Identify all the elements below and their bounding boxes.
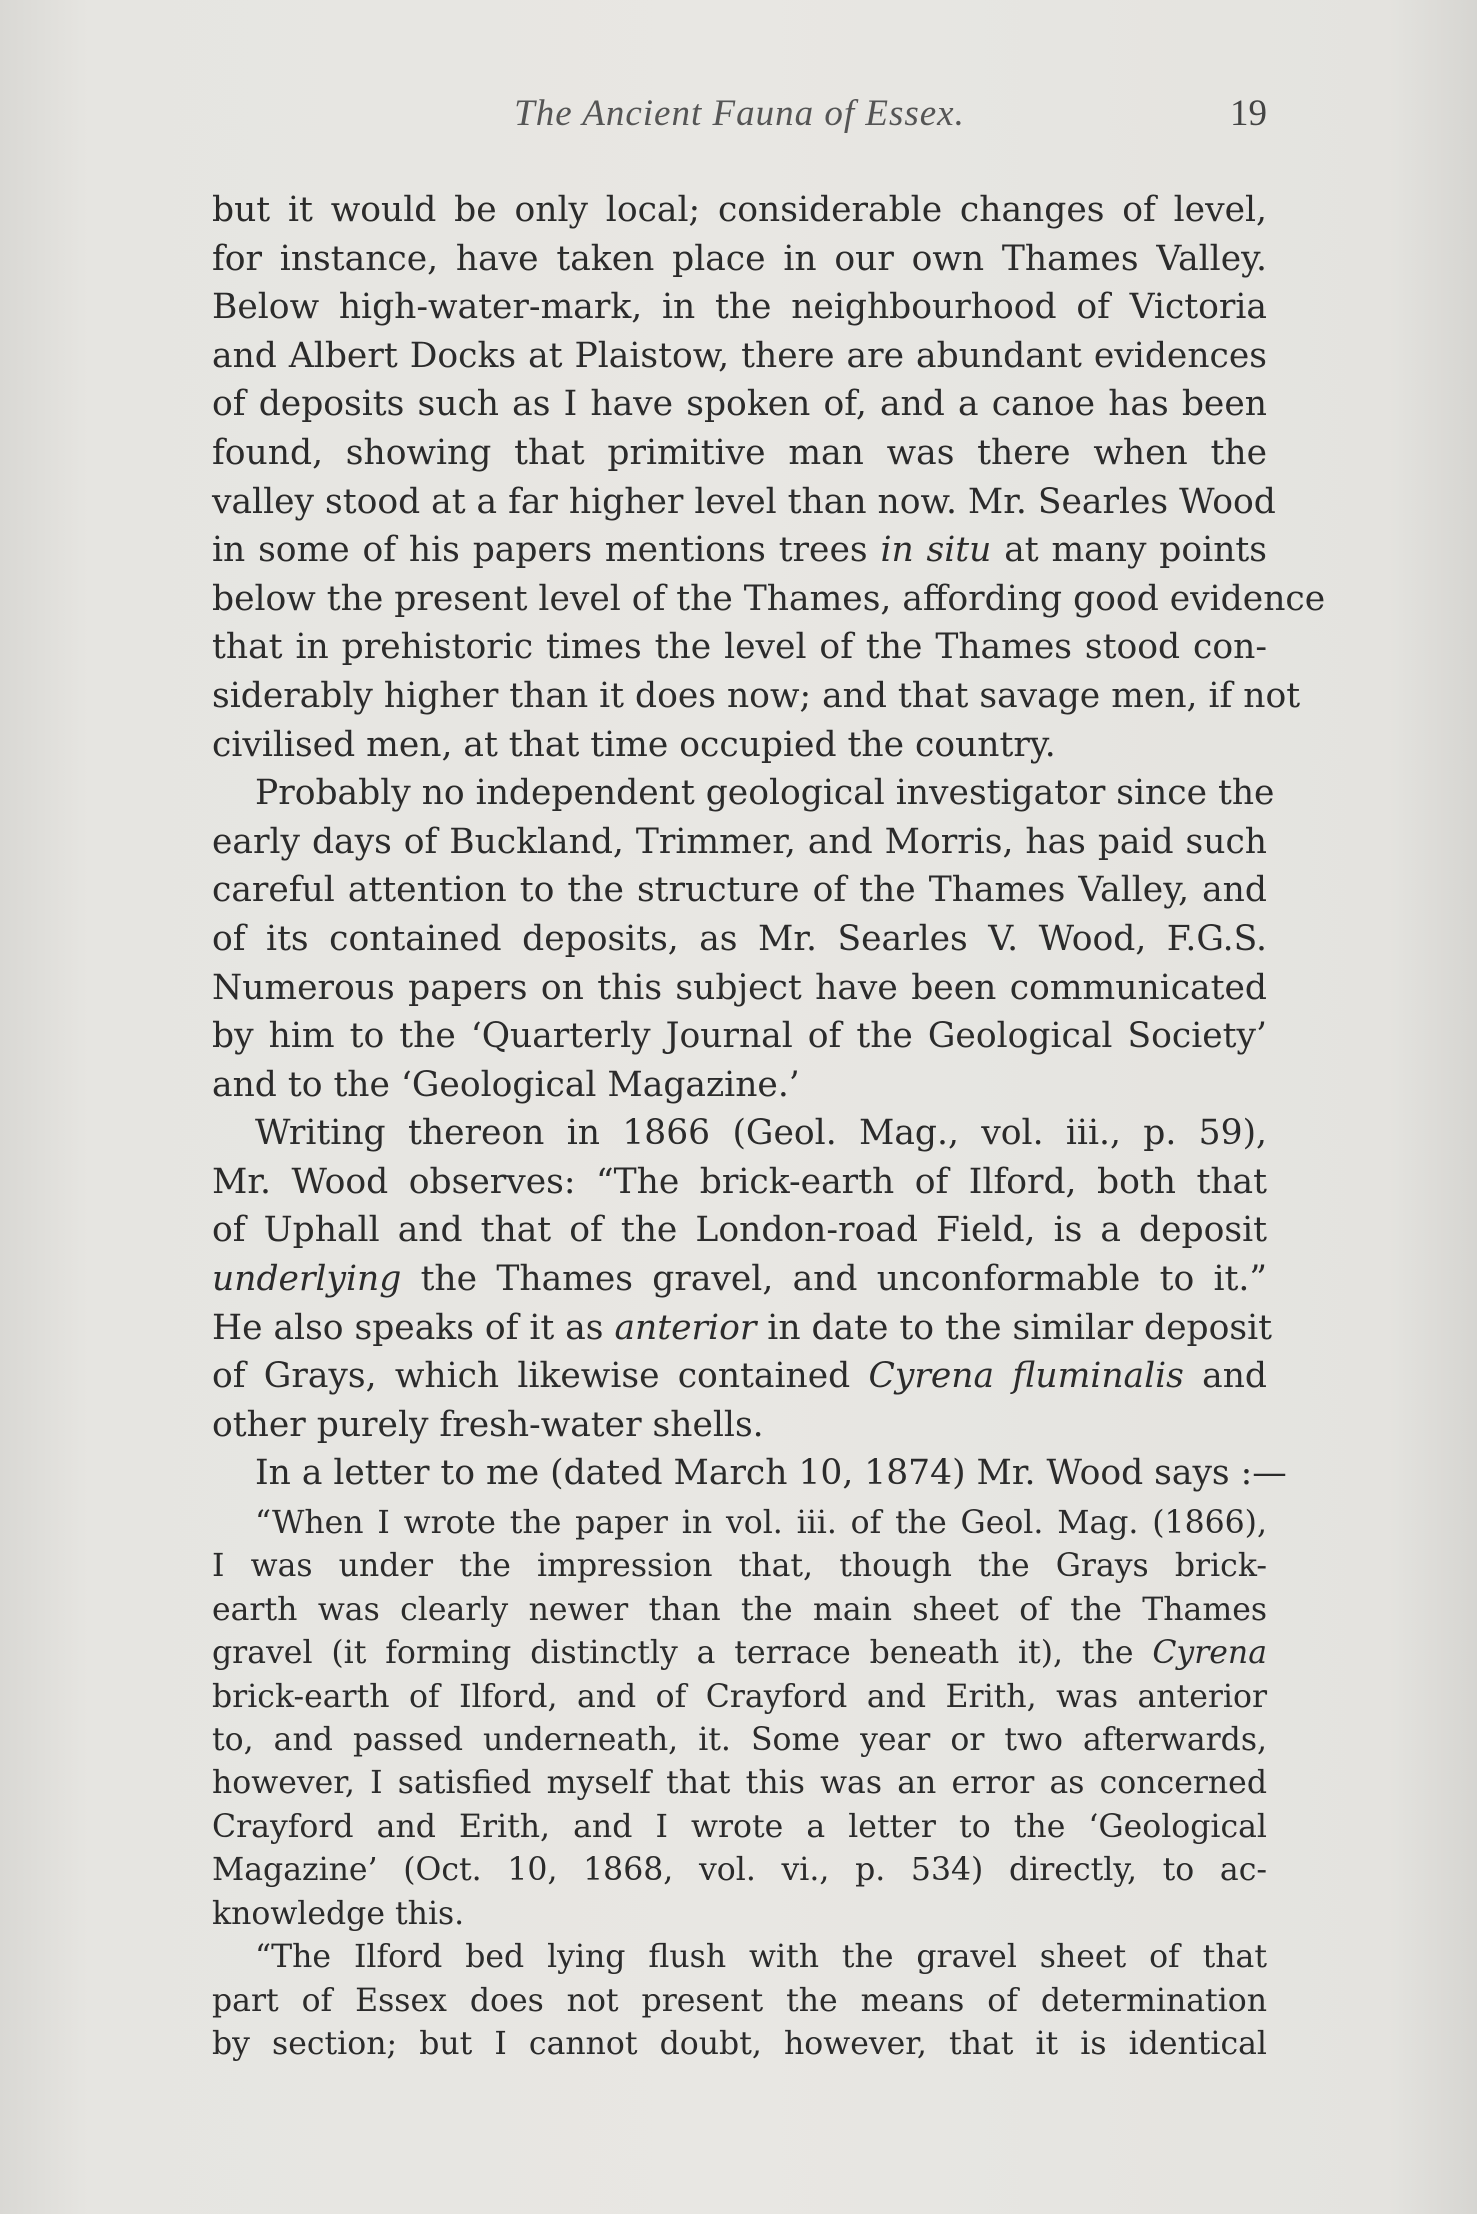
text-line: valley stood at a far higher level than now. Mr. Searles Wood bbox=[212, 481, 1276, 522]
text-line: Numerous papers on this subject have been communicated bbox=[212, 967, 1267, 1008]
text-line: and to the ‘Geological Magazine.’ bbox=[212, 1064, 800, 1105]
text-line: siderably higher than it does now; and that savage men, if not bbox=[212, 675, 1301, 716]
text-line: of its contained deposits, as Mr. Searles V. Wood, F.G.S. bbox=[212, 918, 1267, 959]
italic-phrase: anterior bbox=[614, 1307, 757, 1348]
text-line: brick-earth of Ilford, and of Crayford and Erith, was anterior bbox=[212, 1678, 1267, 1715]
paragraph-4 bbox=[212, 1449, 1287, 1498]
text-line: of deposits such as I have spoken of, and a canoe has been bbox=[212, 384, 1267, 425]
text-line: in some of his papers mentions trees in situ at many points bbox=[212, 530, 1267, 571]
text-line: gravel (it forming distinctly a terrace beneath it), the Cyrena bbox=[212, 1635, 1267, 1672]
text-line: of Grays, which likewise contained Cyrena fluminalis and bbox=[212, 1356, 1268, 1397]
text-line: civilised men, at that time occupied the country. bbox=[212, 724, 1056, 765]
text-line: He also speaks of it as anterior in date to the similar deposit bbox=[212, 1307, 1273, 1348]
running-head bbox=[212, 92, 1267, 152]
body-text bbox=[212, 186, 1326, 2066]
text-line: I was under the impression that, though the Grays brick- bbox=[212, 1548, 1267, 1585]
text-line: “When I wrote the paper in vol. iii. of the Geol. Mag. (1866), bbox=[255, 1505, 1267, 1542]
text-line: Magazine’ (Oct. 10, 1868, vol. vi., p. 534) directly, to ac- bbox=[212, 1852, 1267, 1889]
text-line: by him to the ‘Quarterly Journal of the Geological Society’ bbox=[212, 1016, 1267, 1057]
text-line: In a letter to me (dated March 10, 1874) Mr. Wood says :— bbox=[255, 1453, 1287, 1494]
italic-phrase: in situ bbox=[880, 530, 992, 571]
page-number: 19 bbox=[1230, 93, 1267, 134]
text-line: careful attention to the structure of the Thames Valley, and bbox=[212, 870, 1267, 911]
text-line: Writing thereon in 1866 (Geol. Mag., vol. iii., p. 59), bbox=[255, 1113, 1267, 1154]
text-line: Probably no independent geological investigator since the bbox=[255, 773, 1275, 814]
text-line: other purely fresh-water shells. bbox=[212, 1404, 764, 1445]
text-line: “The Ilford bed lying flush with the gravel sheet of that bbox=[255, 1939, 1267, 1976]
text-line: for instance, have taken place in our own Thames Valley. bbox=[212, 238, 1267, 279]
text-line: earth was clearly newer than the main sheet of the Thames bbox=[212, 1591, 1267, 1628]
text-line: however, I satisfied myself that this was an error as concerned bbox=[212, 1765, 1267, 1802]
running-title: The Ancient Fauna of Essex. bbox=[514, 93, 965, 134]
text-line: that in prehistoric times the level of the Thames stood con- bbox=[212, 627, 1267, 668]
text-line: Mr. Wood observes: “The brick-earth of Ilford, both that bbox=[212, 1161, 1267, 1202]
text-line: early days of Buckland, Trimmer, and Morris, has paid such bbox=[212, 821, 1267, 862]
text-line: by section; but I cannot doubt, however, that it is identical bbox=[212, 2025, 1267, 2062]
italic-phrase: Cyrena fluminalis bbox=[868, 1356, 1184, 1397]
text-line: to, and passed underneath, it. Some year or two afterwards, bbox=[212, 1722, 1267, 1759]
text-line: knowledge this. bbox=[212, 1895, 465, 1932]
italic-phrase: Cyrena bbox=[1152, 1635, 1267, 1672]
text-line: below the present level of the Thames, affording good evidence bbox=[212, 578, 1326, 619]
paragraph-3 bbox=[212, 1109, 1273, 1449]
text-line: found, showing that primitive man was there when the bbox=[212, 432, 1267, 473]
text-line: Below high-water-mark, in the neighbourhood of Victoria bbox=[212, 287, 1267, 328]
paragraph-1 bbox=[212, 186, 1326, 769]
paragraph-2 bbox=[212, 769, 1275, 1109]
block-quote-1 bbox=[212, 1502, 1267, 1936]
italic-phrase: underlying bbox=[212, 1259, 402, 1300]
text-line: Crayford and Erith, and I wrote a letter to the ‘Geological bbox=[212, 1808, 1267, 1845]
text-line: part of Essex does not present the means of determination bbox=[212, 1982, 1267, 2019]
text-line: of Uphall and that of the London-road Field, is a deposit bbox=[212, 1210, 1267, 1251]
text-line: but it would be only local; considerable changes of level, bbox=[212, 190, 1267, 230]
text-line: and Albert Docks at Plaistow, there are abundant evidences bbox=[212, 335, 1267, 376]
block-quote-2 bbox=[212, 1936, 1267, 2066]
text-line: underlying the Thames gravel, and unconformable to it.” bbox=[212, 1259, 1267, 1300]
